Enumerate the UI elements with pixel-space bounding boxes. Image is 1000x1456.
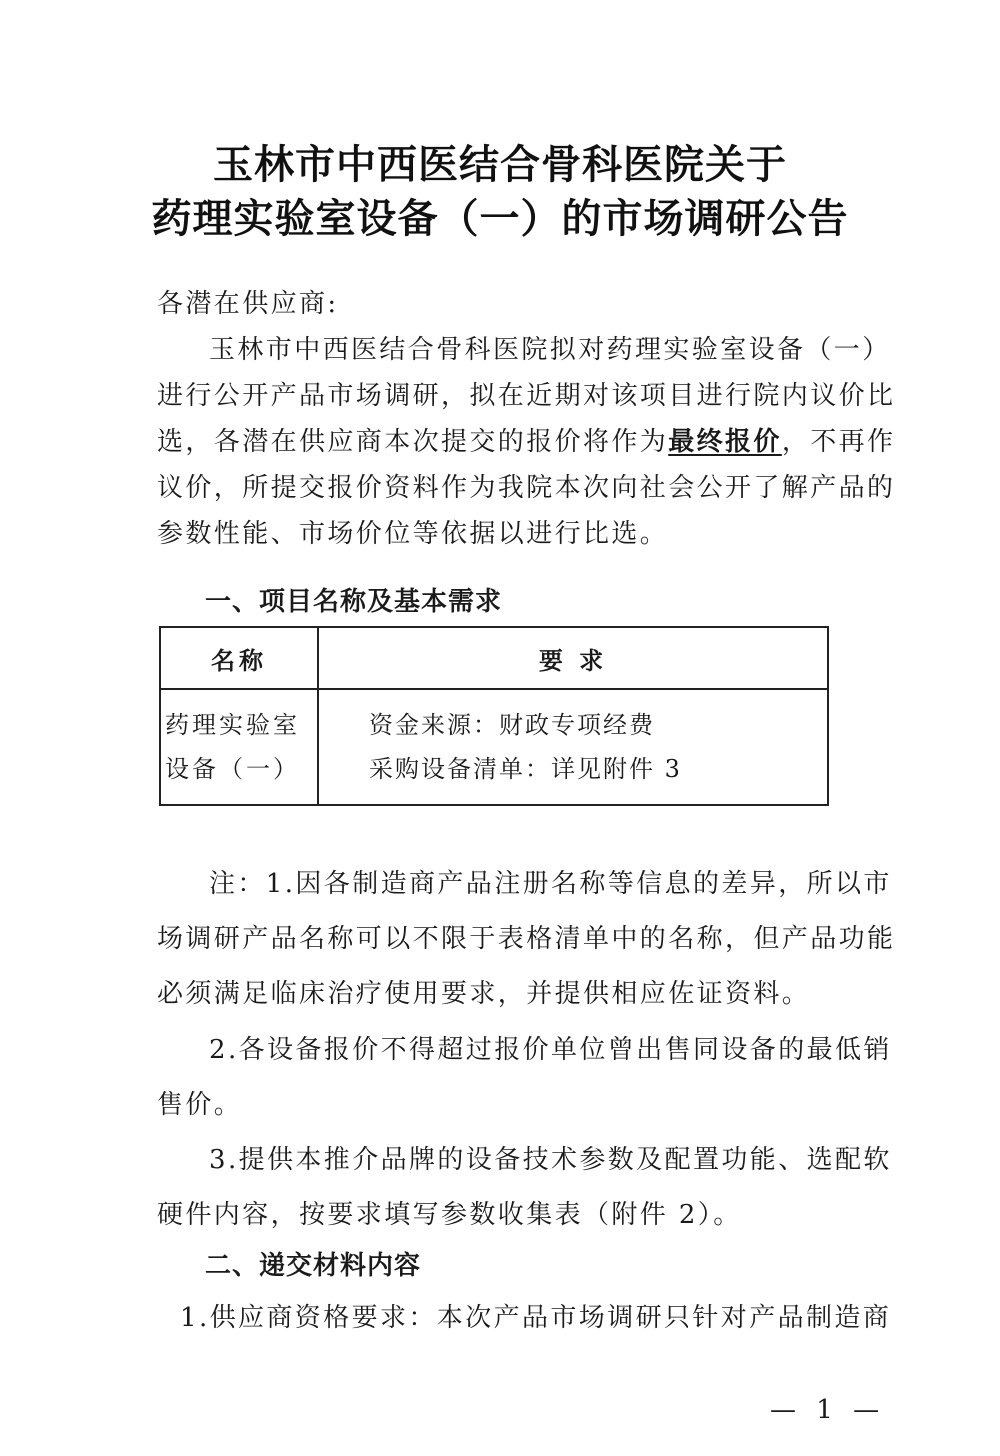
section-2-item-1: 1.供应商资格要求：本次产品市场调研只针对产品制造商 — [180, 1303, 892, 1333]
table-header-name: 名称 — [160, 627, 318, 689]
note-2-line-1: 2.各设备报价不得超过报价单位曾出售同设备的最低销 — [209, 1035, 892, 1065]
document-title-line-1: 玉林市中西医结合骨科医院关于 — [213, 142, 787, 188]
equipment-list: 采购设备清单：详见附件 3 — [369, 755, 682, 783]
note-3-line-1: 3.提供本推介品牌的设备技术参数及配置功能、选配软 — [209, 1145, 892, 1175]
requirements-table — [159, 626, 829, 806]
item-name-cell — [160, 689, 318, 805]
table-header-requirements: 要 求 — [318, 627, 828, 689]
intro-line-3-pre: 选，各潜在供应商本次提交的报价将作为 — [157, 427, 669, 457]
final-quote-emphasis: 最终报价 — [668, 427, 782, 457]
intro-line-3-post: ，不再作 — [781, 427, 896, 457]
intro-line-4: 议价，所提交报价资料作为我院本次向社会公开了解产品的 — [157, 473, 896, 503]
intro-line-3 — [157, 421, 895, 458]
item-name-line-2: 设备（一） — [165, 755, 300, 783]
table-row — [160, 689, 828, 805]
table-header-row — [160, 627, 828, 689]
intro-line-1: 玉林市中西医结合骨科医院拟对药理实验室设备（一） — [209, 335, 891, 365]
page-number: — 1 — — [770, 1395, 886, 1425]
section-2-heading: 二、递交材料内容 — [205, 1251, 422, 1281]
section-1-heading: 一、项目名称及基本需求 — [205, 587, 503, 617]
item-name-line-1: 药理实验室 — [165, 711, 300, 739]
document-title-line-2: 药理实验室设备（一）的市场调研公告 — [151, 196, 849, 242]
note-1-line-2: 场调研产品名称可以不限于表格清单中的名称，但产品功能 — [157, 924, 896, 954]
note-1-line-1: 注：1.因各制造商产品注册名称等信息的差异，所以市 — [209, 869, 892, 899]
note-2-line-2: 售价。 — [157, 1090, 243, 1120]
intro-line-5: 参数性能、市场价位等依据以进行比选。 — [157, 519, 669, 549]
funding-source: 资金来源：财政专项经费 — [369, 711, 655, 739]
note-1-line-3: 必须满足临床治疗使用要求，并提供相应佐证资料。 — [157, 979, 811, 1009]
salutation: 各潜在供应商: — [157, 289, 339, 319]
item-requirements-cell — [318, 689, 828, 805]
intro-line-2: 进行公开产品市场调研，拟在近期对该项目进行院内议价比 — [157, 381, 896, 411]
note-3-line-2: 硬件内容，按要求填写参数收集表（附件 2）。 — [157, 1200, 742, 1230]
